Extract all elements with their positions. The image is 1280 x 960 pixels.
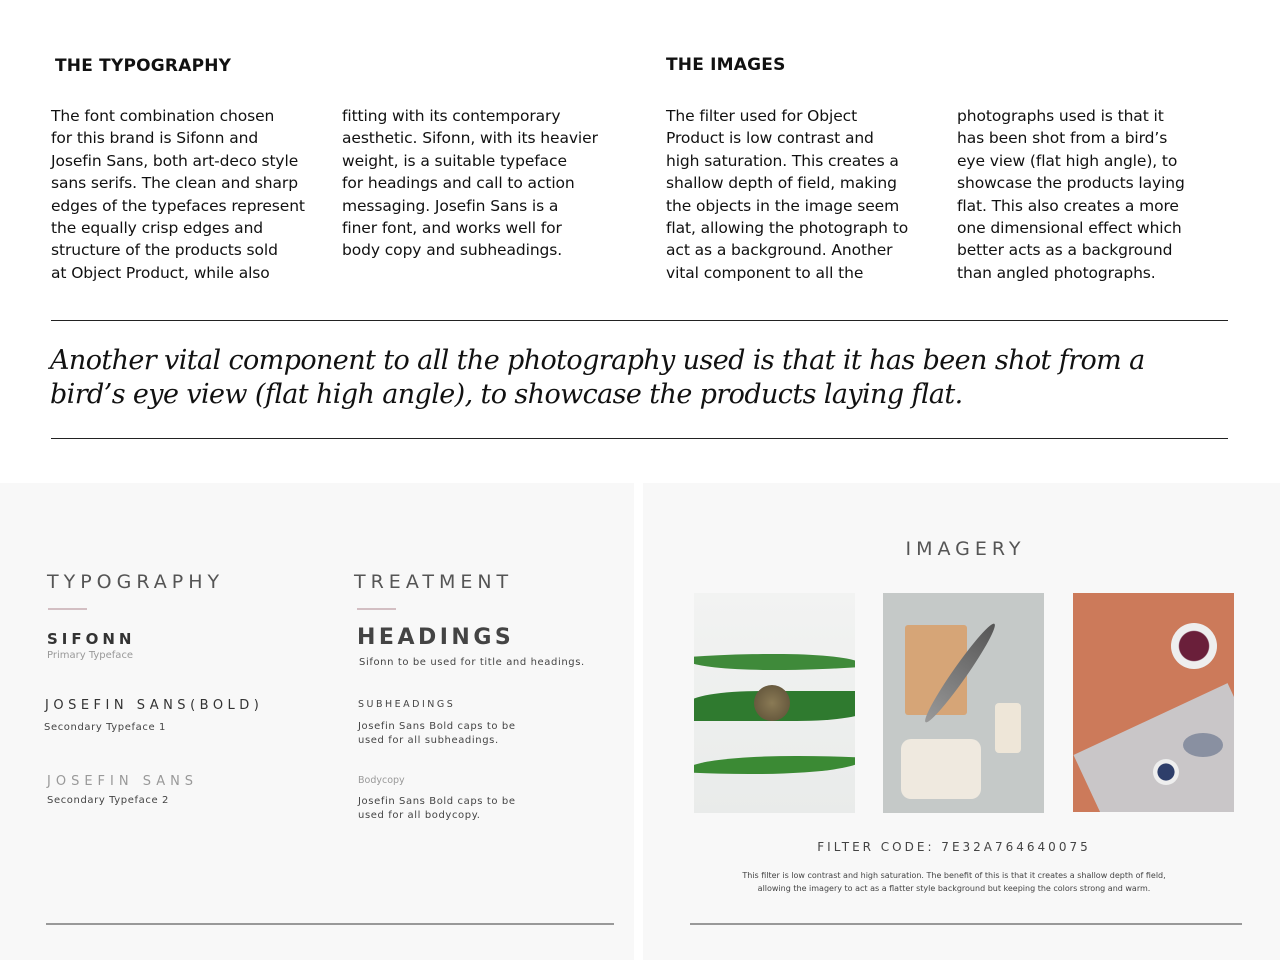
josefin-label: JOSEFIN SANS — [47, 774, 199, 789]
divider-bottom — [51, 438, 1228, 439]
headings-label: HEADINGS — [357, 625, 515, 650]
sifonn-sub: Primary Typeface — [47, 650, 134, 661]
panel-typography-title: TYPOGRAPHY — [47, 571, 225, 593]
images-text-col2: photographs used is that it has been shot from a bird’s eye view (flat high angle), to showcase the products laying flat. This also creates a more one dimensional effect which better acts as a background than angled photographs. — [957, 107, 1185, 282]
pull-quote: Another vital component to all the photography used is that it has been shot from a bird’s eye view (flat high angle), to showcase the products laying flat. — [50, 345, 1145, 410]
panel-treatment-title: TREATMENT — [354, 571, 514, 593]
josefin-bold-label: JOSEFIN SANS(BOLD) — [45, 698, 264, 713]
berries-bowl-photo — [1073, 593, 1234, 812]
accent-line — [357, 608, 396, 610]
josefin-sub: Secondary Typeface 2 — [47, 795, 169, 806]
subheadings-label: SUBHEADINGS — [358, 699, 456, 710]
panel-divider — [46, 923, 614, 925]
bodycopy-label: Bodycopy — [358, 775, 405, 786]
typography-text-col2: fitting with its contemporary aesthetic. Sifonn, with its heavier weight, is a suitable typeface for headings and call to action messaging. Josefin Sans is a finer font, and works well for body copy and subheadings. — [342, 107, 598, 260]
leaves-bowl-photo — [694, 593, 855, 813]
bodycopy-desc: Josefin Sans Bold caps to be used for all bodycopy. — [358, 796, 516, 821]
headings-desc: Sifonn to be used for title and headings. — [359, 657, 585, 668]
accent-line — [48, 608, 87, 610]
divider-top — [51, 320, 1228, 321]
images-text-col1: The filter used for Object Product is low contrast and high saturation. This creates a shallow depth of field, making the objects in the image seem flat, allowing the photograph to act as a background. Another vital component to all the — [666, 107, 909, 282]
typography-text-col1: The font combination chosen for this brand is Sifonn and Josefin Sans, both art-deco style sans serifs. The clean and sharp edges of the typefaces represent the equally crisp edges and structure of the products sold at Object Product, while also — [51, 107, 305, 282]
notebook-feather-photo — [883, 593, 1044, 813]
typography-panel — [0, 483, 634, 960]
josefin-bold-sub: Secondary Typeface 1 — [44, 722, 166, 733]
filter-code: FILTER CODE: 7E32A764640075 — [817, 840, 1091, 854]
sifonn-label: SIFONN — [47, 630, 136, 648]
subheadings-desc: Josefin Sans Bold caps to be used for all subheadings. — [358, 721, 516, 746]
typography-heading: THE TYPOGRAPHY — [55, 56, 232, 76]
images-heading: THE IMAGES — [666, 55, 786, 75]
imagery-title: IMAGERY — [905, 538, 1026, 560]
panel-divider — [690, 923, 1242, 925]
filter-description: This filter is low contrast and high saturation. The benefit of this is that it creates a shallow depth of field, allowing the imagery to act as a flatter style background but keeping the colors strong and warm. — [742, 871, 1166, 893]
